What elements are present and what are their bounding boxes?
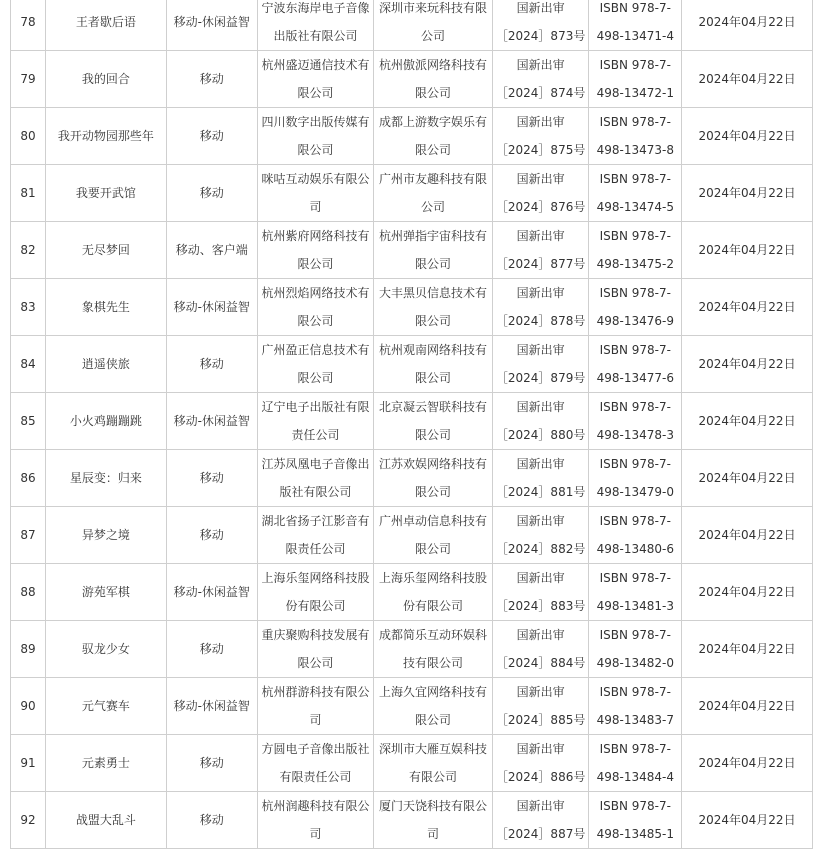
cell-category: 移动 (166, 165, 257, 222)
cell-approval-number-line: 国新出审 (516, 685, 565, 699)
cell-approval-number (492, 108, 589, 165)
cell-operator-line: 限公司 (415, 713, 452, 727)
cell-date: 2024年04月22日 (682, 393, 813, 450)
cell-number: 86 (11, 450, 46, 507)
cell-approval-number-line: ［2024］880号 (495, 428, 586, 442)
cell-approval-number-line: ［2024］884号 (495, 656, 586, 670)
cell-operator (374, 336, 493, 393)
cell-approval-number-line: ［2024］878号 (495, 314, 586, 328)
cell-operator-line: 广州卓动信息科技有 (379, 514, 488, 528)
cell-publisher (257, 165, 374, 222)
table-row (11, 450, 813, 507)
cell-number: 80 (11, 108, 46, 165)
cell-number: 85 (11, 393, 46, 450)
cell-number: 88 (11, 564, 46, 621)
cell-operator (374, 792, 493, 849)
cell-isbn-line: ISBN 978-7- (599, 799, 671, 813)
table-row (11, 621, 813, 678)
cell-operator-line: 有限公司 (409, 770, 458, 784)
cell-publisher (257, 393, 374, 450)
cell-number: 92 (11, 792, 46, 849)
cell-approval-number-line: 国新出审 (516, 628, 565, 642)
cell-game-name: 小火鸡蹦蹦跳 (45, 393, 166, 450)
cell-approval-number-line: ［2024］882号 (495, 542, 586, 556)
cell-game-name: 我要开武馆 (45, 165, 166, 222)
table-row (11, 393, 813, 450)
cell-category: 移动、客户端 (166, 222, 257, 279)
cell-isbn-line: ISBN 978-7- (599, 742, 671, 756)
cell-operator-line: 限公司 (415, 257, 452, 271)
cell-publisher-line: 方圆电子音像出版社 (261, 742, 370, 756)
cell-approval-number (492, 51, 589, 108)
cell-publisher-line: 辽宁电子出版社有限 (261, 400, 370, 414)
cell-publisher-line: 限公司 (297, 656, 334, 670)
cell-isbn-line: 498-13485-1 (596, 827, 674, 841)
cell-operator-line: 公司 (421, 29, 446, 43)
cell-category: 移动-休闲益智 (166, 393, 257, 450)
cell-operator-line: 成都上游数字娱乐有 (379, 115, 488, 129)
cell-isbn-line: ISBN 978-7- (599, 115, 671, 129)
cell-isbn-line: 498-13478-3 (596, 428, 674, 442)
cell-date: 2024年04月22日 (682, 792, 813, 849)
cell-operator-line: 杭州傲派网络科技有 (379, 58, 488, 72)
cell-date: 2024年04月22日 (682, 222, 813, 279)
cell-approval-number-line: 国新出审 (516, 343, 565, 357)
cell-publisher-line: 杭州烈焰网络技术有 (261, 286, 370, 300)
cell-publisher-line: 限责任公司 (285, 542, 346, 556)
cell-number: 90 (11, 678, 46, 735)
cell-isbn (589, 564, 682, 621)
cell-isbn-line: 498-13472-1 (596, 86, 674, 100)
cell-game-name: 元素勇士 (45, 735, 166, 792)
cell-operator (374, 621, 493, 678)
cell-approval-number-line: 国新出审 (516, 172, 565, 186)
cell-publisher-line: 司 (309, 827, 322, 841)
cell-publisher-line: 湖北省扬子江影音有 (261, 514, 370, 528)
cell-operator-line: 限公司 (415, 485, 452, 499)
cell-date: 2024年04月22日 (682, 735, 813, 792)
cell-operator-line: 上海乐玺网络科技股 (379, 571, 488, 585)
cell-approval-number-line: 国新出审 (516, 58, 565, 72)
cell-category: 移动 (166, 108, 257, 165)
cell-operator-line: 技有限公司 (403, 656, 464, 670)
cell-isbn-line: ISBN 978-7- (599, 685, 671, 699)
cell-approval-number (492, 0, 589, 51)
cell-game-name: 战盟大乱斗 (45, 792, 166, 849)
cell-publisher (257, 450, 374, 507)
cell-category: 移动-休闲益智 (166, 0, 257, 51)
cell-date: 2024年04月22日 (682, 0, 813, 51)
cell-publisher-line: 宁波东海岸电子音像 (261, 1, 370, 15)
cell-category: 移动 (166, 621, 257, 678)
cell-publisher (257, 108, 374, 165)
cell-approval-number (492, 222, 589, 279)
cell-publisher-line: 出版社有限公司 (273, 29, 358, 43)
cell-category: 移动 (166, 792, 257, 849)
cell-isbn (589, 279, 682, 336)
cell-isbn-line: 498-13471-4 (596, 29, 674, 43)
cell-operator-line: 大丰黑贝信息技术有 (379, 286, 488, 300)
cell-publisher (257, 792, 374, 849)
cell-approval-number-line: ［2024］879号 (495, 371, 586, 385)
cell-operator (374, 279, 493, 336)
cell-isbn (589, 621, 682, 678)
cell-isbn-line: 498-13480-6 (596, 542, 674, 556)
cell-isbn (589, 393, 682, 450)
cell-date: 2024年04月22日 (682, 621, 813, 678)
cell-game-name: 王者歇后语 (45, 0, 166, 51)
cell-operator (374, 678, 493, 735)
table-row (11, 678, 813, 735)
cell-operator-line: 北京凝云智联科技有 (379, 400, 488, 414)
cell-isbn-line: ISBN 978-7- (599, 571, 671, 585)
cell-category: 移动-休闲益智 (166, 279, 257, 336)
cell-approval-number-line: 国新出审 (516, 742, 565, 756)
cell-operator-line: 限公司 (415, 371, 452, 385)
cell-approval-number (492, 393, 589, 450)
cell-operator-line: 深圳市来玩科技有限 (379, 1, 488, 15)
cell-operator-line: 限公司 (415, 428, 452, 442)
cell-number: 83 (11, 279, 46, 336)
cell-date: 2024年04月22日 (682, 336, 813, 393)
cell-publisher (257, 678, 374, 735)
cell-publisher-line: 司 (309, 713, 322, 727)
cell-number: 91 (11, 735, 46, 792)
cell-approval-number-line: 国新出审 (516, 286, 565, 300)
table-row (11, 735, 813, 792)
cell-game-name: 驭龙少女 (45, 621, 166, 678)
table-row (11, 336, 813, 393)
cell-isbn-line: ISBN 978-7- (599, 457, 671, 471)
cell-isbn (589, 336, 682, 393)
cell-category: 移动-休闲益智 (166, 564, 257, 621)
cell-publisher (257, 507, 374, 564)
cell-publisher-line: 咪咕互动娱乐有限公 (261, 172, 370, 186)
cell-date: 2024年04月22日 (682, 564, 813, 621)
cell-publisher (257, 51, 374, 108)
cell-operator-line: 厦门天饶科技有限公 (379, 799, 488, 813)
cell-date: 2024年04月22日 (682, 279, 813, 336)
cell-publisher-line: 有限责任公司 (279, 770, 352, 784)
cell-isbn-line: 498-13477-6 (596, 371, 674, 385)
approval-list-table (10, 0, 813, 849)
cell-operator (374, 450, 493, 507)
cell-isbn-line: 498-13481-3 (596, 599, 674, 613)
cell-publisher-line: 杭州群游科技有限公 (261, 685, 370, 699)
cell-approval-number-line: ［2024］873号 (495, 29, 586, 43)
table-row (11, 165, 813, 222)
cell-game-name: 无尽梦回 (45, 222, 166, 279)
cell-approval-number-line: ［2024］877号 (495, 257, 586, 271)
cell-isbn-line: 498-13483-7 (596, 713, 674, 727)
cell-publisher (257, 279, 374, 336)
cell-isbn-line: ISBN 978-7- (599, 343, 671, 357)
cell-isbn-line: ISBN 978-7- (599, 514, 671, 528)
cell-approval-number (492, 678, 589, 735)
cell-publisher (257, 222, 374, 279)
cell-isbn (589, 0, 682, 51)
cell-approval-number-line: ［2024］876号 (495, 200, 586, 214)
cell-publisher-line: 江苏凤凰电子音像出 (261, 457, 370, 471)
table-row (11, 108, 813, 165)
cell-approval-number-line: 国新出审 (516, 115, 565, 129)
cell-number: 79 (11, 51, 46, 108)
cell-game-name: 象棋先生 (45, 279, 166, 336)
cell-approval-number-line: ［2024］883号 (495, 599, 586, 613)
cell-operator-line: 成都简乐互动环娱科 (379, 628, 488, 642)
cell-number: 78 (11, 0, 46, 51)
cell-number: 89 (11, 621, 46, 678)
cell-operator (374, 51, 493, 108)
table-body (11, 0, 813, 849)
cell-approval-number-line: ［2024］881号 (495, 485, 586, 499)
cell-isbn (589, 108, 682, 165)
table-row (11, 0, 813, 51)
cell-isbn-line: ISBN 978-7- (599, 286, 671, 300)
cell-date: 2024年04月22日 (682, 165, 813, 222)
cell-approval-number-line: ［2024］875号 (495, 143, 586, 157)
cell-publisher-line: 版社有限公司 (279, 485, 352, 499)
cell-operator (374, 735, 493, 792)
cell-isbn-line: ISBN 978-7- (599, 172, 671, 186)
cell-publisher-line: 限公司 (297, 314, 334, 328)
cell-operator-line: 杭州观南网络科技有 (379, 343, 488, 357)
cell-approval-number-line: ［2024］887号 (495, 827, 586, 841)
cell-date: 2024年04月22日 (682, 450, 813, 507)
cell-publisher-line: 限公司 (297, 371, 334, 385)
cell-publisher-line: 限公司 (297, 143, 334, 157)
cell-publisher-line: 上海乐玺网络科技股 (261, 571, 370, 585)
cell-operator-line: 限公司 (415, 314, 452, 328)
table-row (11, 222, 813, 279)
cell-publisher (257, 564, 374, 621)
cell-publisher (257, 621, 374, 678)
cell-date: 2024年04月22日 (682, 108, 813, 165)
cell-approval-number-line: 国新出审 (516, 1, 565, 15)
cell-isbn-line: ISBN 978-7- (599, 628, 671, 642)
cell-publisher-line: 广州盈正信息技术有 (261, 343, 370, 357)
cell-isbn (589, 507, 682, 564)
cell-approval-number-line: ［2024］886号 (495, 770, 586, 784)
cell-publisher-line: 四川数字出版传媒有 (261, 115, 370, 129)
cell-operator-line: 限公司 (415, 143, 452, 157)
cell-publisher-line: 限公司 (297, 86, 334, 100)
cell-category: 移动-休闲益智 (166, 678, 257, 735)
cell-isbn (589, 678, 682, 735)
cell-game-name: 我的回合 (45, 51, 166, 108)
cell-number: 84 (11, 336, 46, 393)
cell-operator (374, 108, 493, 165)
cell-operator (374, 222, 493, 279)
cell-publisher (257, 336, 374, 393)
cell-approval-number-line: ［2024］874号 (495, 86, 586, 100)
cell-publisher-line: 杭州盛迈通信技术有 (261, 58, 370, 72)
cell-publisher-line: 重庆聚购科技发展有 (261, 628, 370, 642)
cell-isbn-line: 498-13473-8 (596, 143, 674, 157)
table-row (11, 51, 813, 108)
cell-approval-number-line: 国新出审 (516, 799, 565, 813)
cell-operator-line: 限公司 (415, 542, 452, 556)
table-row (11, 279, 813, 336)
cell-isbn-line: 498-13474-5 (596, 200, 674, 214)
cell-operator-line: 江苏欢娱网络科技有 (379, 457, 488, 471)
cell-isbn-line: 498-13479-0 (596, 485, 674, 499)
cell-isbn-line: ISBN 978-7- (599, 229, 671, 243)
cell-operator-line: 深圳市大雁互娱科技 (379, 742, 488, 756)
cell-operator-line: 限公司 (415, 86, 452, 100)
cell-isbn-line: 498-13476-9 (596, 314, 674, 328)
cell-isbn (589, 165, 682, 222)
table-row (11, 507, 813, 564)
cell-operator (374, 165, 493, 222)
cell-game-name: 星辰变：归来 (45, 450, 166, 507)
cell-publisher (257, 735, 374, 792)
cell-isbn-line: ISBN 978-7- (599, 1, 671, 15)
cell-publisher-line: 司 (309, 200, 322, 214)
cell-game-name: 游苑军棋 (45, 564, 166, 621)
cell-approval-number-line: 国新出审 (516, 400, 565, 414)
cell-isbn (589, 51, 682, 108)
cell-game-name: 元气赛车 (45, 678, 166, 735)
cell-date: 2024年04月22日 (682, 678, 813, 735)
cell-approval-number-line: ［2024］885号 (495, 713, 586, 727)
cell-publisher-line: 限公司 (297, 257, 334, 271)
cell-publisher-line: 份有限公司 (285, 599, 346, 613)
cell-game-name: 我开动物园那些年 (45, 108, 166, 165)
cell-operator-line: 杭州弹指宇宙科技有 (379, 229, 488, 243)
cell-date: 2024年04月22日 (682, 51, 813, 108)
cell-game-name: 逍遥侠旅 (45, 336, 166, 393)
cell-operator-line: 广州市友趣科技有限 (379, 172, 488, 186)
cell-approval-number-line: 国新出审 (516, 571, 565, 585)
table-row (11, 564, 813, 621)
cell-approval-number-line: 国新出审 (516, 514, 565, 528)
cell-approval-number (492, 450, 589, 507)
cell-publisher-line: 杭州紫府网络科技有 (261, 229, 370, 243)
cell-isbn-line: ISBN 978-7- (599, 58, 671, 72)
cell-date: 2024年04月22日 (682, 507, 813, 564)
cell-category: 移动 (166, 450, 257, 507)
cell-game-name: 异梦之境 (45, 507, 166, 564)
cell-operator-line: 份有限公司 (403, 599, 464, 613)
cell-approval-number (492, 336, 589, 393)
cell-operator-line: 上海久宜网络科技有 (379, 685, 488, 699)
cell-operator (374, 507, 493, 564)
cell-operator (374, 564, 493, 621)
cell-approval-number (492, 279, 589, 336)
cell-number: 81 (11, 165, 46, 222)
cell-category: 移动 (166, 735, 257, 792)
cell-isbn-line: ISBN 978-7- (599, 400, 671, 414)
cell-operator (374, 393, 493, 450)
cell-isbn (589, 735, 682, 792)
cell-isbn-line: 498-13484-4 (596, 770, 674, 784)
cell-approval-number (492, 621, 589, 678)
cell-isbn (589, 222, 682, 279)
cell-operator-line: 司 (427, 827, 440, 841)
cell-category: 移动 (166, 507, 257, 564)
cell-approval-number (492, 564, 589, 621)
cell-operator-line: 公司 (421, 200, 446, 214)
table-row (11, 792, 813, 849)
cell-publisher-line: 杭州润趣科技有限公 (261, 799, 370, 813)
cell-approval-number (492, 165, 589, 222)
cell-approval-number-line: 国新出审 (516, 229, 565, 243)
cell-approval-number-line: 国新出审 (516, 457, 565, 471)
cell-publisher (257, 0, 374, 51)
cell-isbn (589, 450, 682, 507)
cell-number: 87 (11, 507, 46, 564)
cell-isbn-line: 498-13475-2 (596, 257, 674, 271)
cell-approval-number (492, 792, 589, 849)
cell-approval-number (492, 735, 589, 792)
cell-number: 82 (11, 222, 46, 279)
cell-category: 移动 (166, 51, 257, 108)
cell-category: 移动 (166, 336, 257, 393)
cell-isbn-line: 498-13482-0 (596, 656, 674, 670)
cell-publisher-line: 责任公司 (291, 428, 340, 442)
cell-approval-number (492, 507, 589, 564)
cell-operator (374, 0, 493, 51)
cell-isbn (589, 792, 682, 849)
